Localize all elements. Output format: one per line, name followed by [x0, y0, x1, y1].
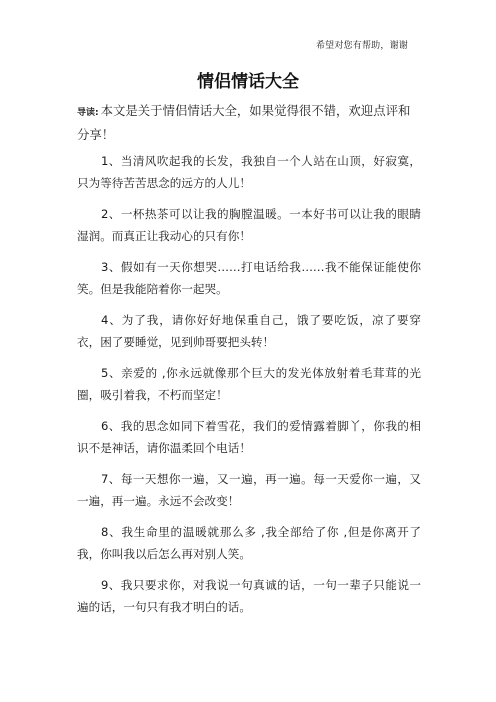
- intro-text: 本文是关于情侣情话大全，如果觉得很不错，欢迎点评和分享！: [77, 103, 411, 142]
- paragraph-9: 9、我只要求你，对我说一句真诚的话，一句一辈子只能说一遍的话，一句只有我才明白的话。: [77, 578, 421, 614]
- header-note: 希望对您有帮助，谢谢: [315, 41, 408, 51]
- paragraph-8: 8、我生命里的温暖就那么多 ,我全部给了你 ,但是你离开了我，你叫我以后怎么再对别人笑。: [77, 525, 421, 561]
- paragraph-7: 7、每一天想你一遍，又一遍，再一遍。每一天爱你一遍，又一遍，再一遍。永远不会改变！: [77, 472, 421, 508]
- paragraph-3: 3、假如有一天你想哭……打电话给我……我不能保证能使你笑。但是我能陪着你一起哭。: [77, 260, 421, 296]
- paragraph-6: 6、我的思念如同下着雪花，我们的爱情露着脚丫，你我的相识不是神话，请你温柔回个电话！: [77, 419, 421, 455]
- intro-block: [77, 100, 421, 146]
- paragraph-4: 4、为了我，请你好好地保重自己，饿了要吃饭，凉了要穿衣，困了要睡觉，见到帅哥要把头转！: [77, 313, 421, 349]
- paragraph-list: [77, 150, 421, 627]
- paragraph-5: 5、亲爱的 ,你永远就像那个巨大的发光体放射着毛茸茸的光圈，吸引着我，不朽而坚定！: [77, 366, 421, 402]
- intro-label: 导读:: [77, 108, 99, 118]
- paragraph-2: 2、一杯热茶可以让我的胸膛温暖。一本好书可以让我的眼睛湿润。而真正让我动心的只有你！: [77, 207, 421, 243]
- paragraph-1: 1、当清风吹起我的长发，我独自一个人站在山顶，好寂寞，只为等待苦苦思念的远方的人儿！: [77, 154, 421, 190]
- page-title: 情侣情话大全: [197, 72, 299, 92]
